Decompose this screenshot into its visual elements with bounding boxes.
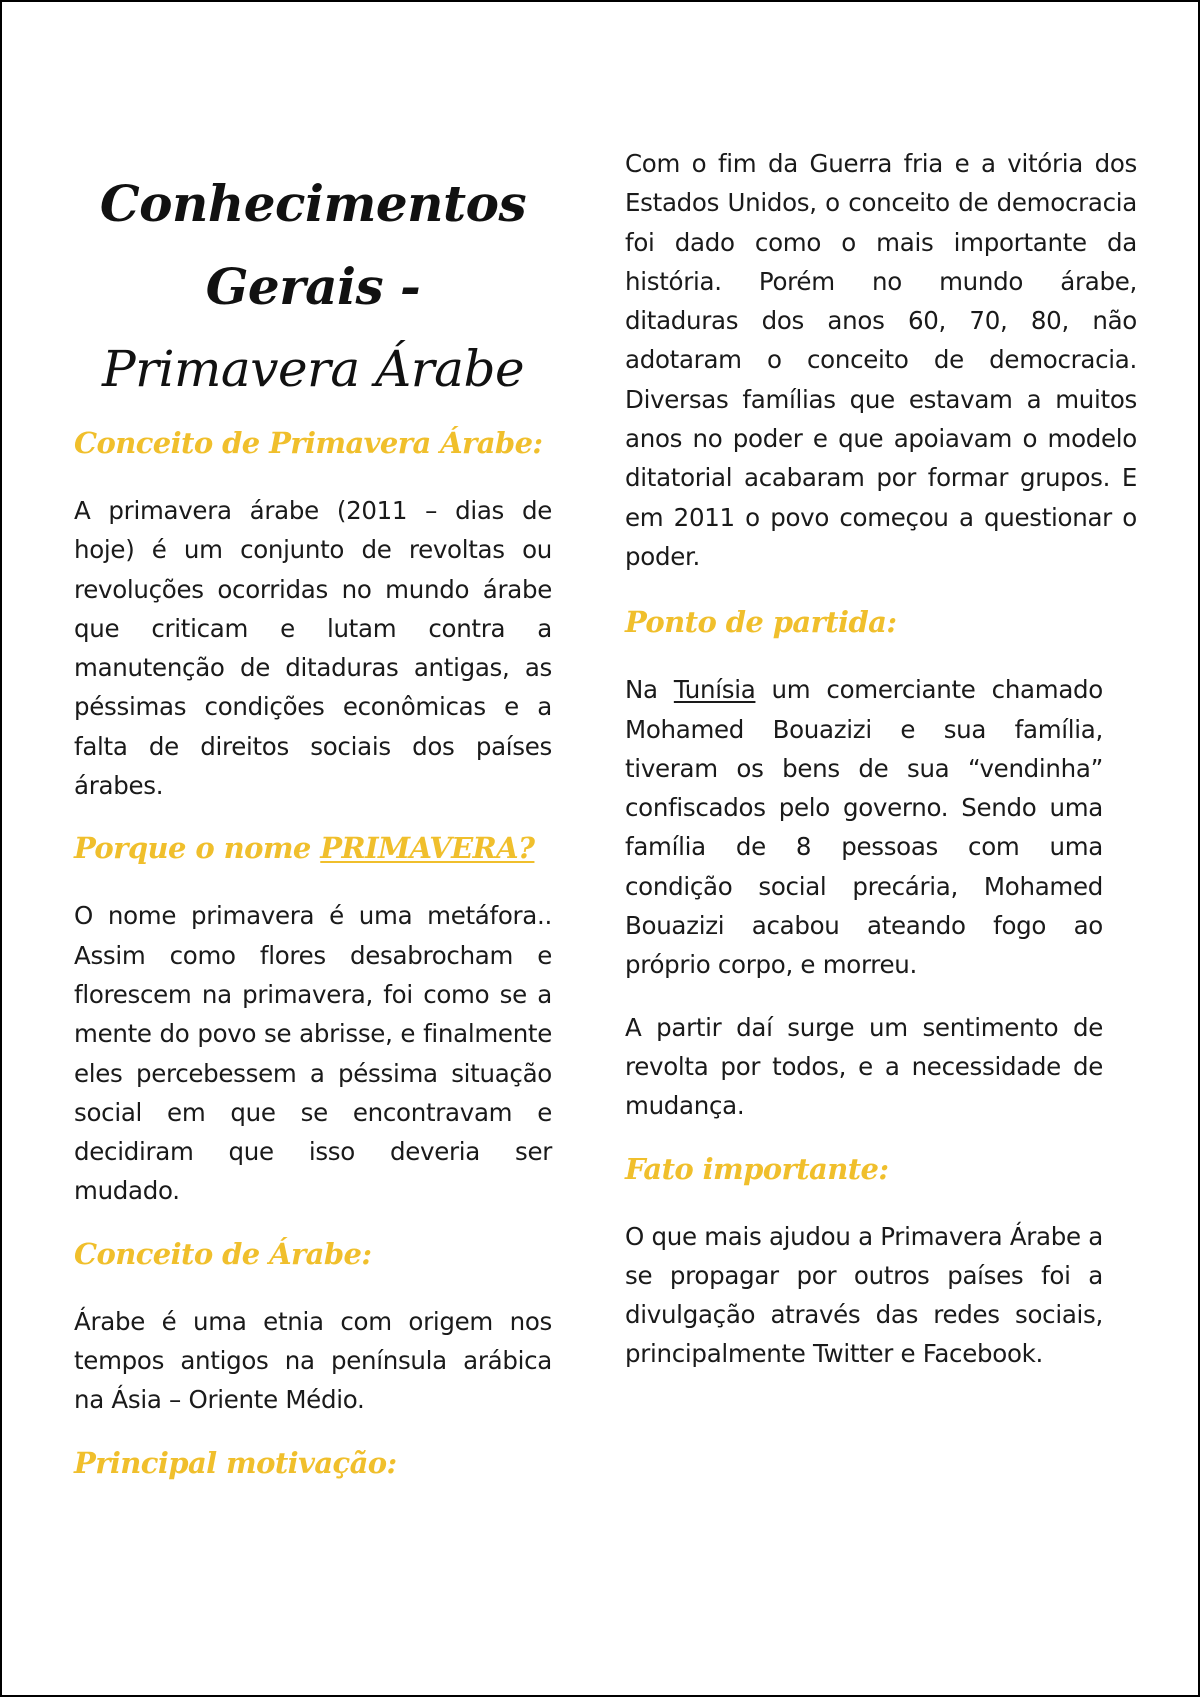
heading-porque-nome-emphasis: PRIMAVERA? xyxy=(320,831,535,866)
right-column xyxy=(625,144,1137,1397)
tunisia-link[interactable]: Tunísia xyxy=(673,675,756,705)
heading-fato-importante: Fato importante: xyxy=(625,1151,889,1186)
title-line-3: Primavera Árabe xyxy=(101,340,525,398)
para-ponto-partida-2: A partir daí surge um sentimento de revolta por todos, e a necessidade de mudança. xyxy=(625,1012,1103,1121)
title-line-1: Conhecimentos xyxy=(99,174,527,233)
page-title xyxy=(74,162,552,411)
para-ponto-partida xyxy=(625,670,1103,984)
heading-conceito-arabe: Conceito de Árabe: xyxy=(74,1236,372,1271)
heading-ponto-partida: Ponto de partida: xyxy=(625,605,897,640)
para-conceito-primavera: A primavera árabe (2011 – dias de hoje) é um conjunto de revoltas ou revoluções ocorridas no mundo árabe que criticam e lutam contra a manutenção de ditaduras antigas, as péssimas condições econômicas e a falta de direitos sociais dos países árabes. xyxy=(74,496,552,801)
ponto-partida-prefix: Na xyxy=(625,675,674,705)
para-conceito-arabe: Árabe é uma etnia com origem nos tempos antigos na península arábica na Ásia – Oriente Médio. xyxy=(74,1306,552,1415)
heading-porque-nome-prefix: Porque o nome xyxy=(74,831,321,866)
para-porque-nome: O nome primavera é uma metáfora.. Assim como flores desabrocham e florescem na primavera, foi como se a mente do povo se abrisse, e finalmente eles percebessem a péssima situação social em que se encontravam e decidiram que isso deveria ser mudado. xyxy=(74,901,552,1206)
heading-principal-motivacao: Principal motivação: xyxy=(74,1445,397,1480)
heading-conceito-primavera: Conceito de Primavera Árabe: xyxy=(74,426,543,460)
ponto-partida-rest: um comerciante chamado Mohamed Bouazizi e sua família, tiveram os bens de sua “vendinha” confiscados pelo governo. Sendo uma família de 8 pessoas com uma condição social precária, Mohamed Bouazizi acabou ateando fogo ao próprio corpo, e morreu. xyxy=(625,675,1103,980)
left-column xyxy=(74,162,552,1511)
para-fato-importante: O que mais ajudou a Primavera Árabe a se propagar por outros países foi a divulgação através das redes sociais, principalmente Twitter e Facebook. xyxy=(625,1221,1103,1369)
para-principal-motivacao: Com o fim da Guerra fria e a vitória dos Estados Unidos, o conceito de democracia foi dado como o mais importante da história. Porém no mundo árabe, ditaduras dos anos 60, 70, 80, não adotaram o conceito de democracia. Diversas famílias que estavam a muitos anos no poder e que apoiavam o modelo ditatorial acabaram por formar grupos. E em 2011 o povo começou a questionar o poder. xyxy=(625,149,1137,571)
heading-porque-nome xyxy=(74,828,552,868)
title-line-2: Gerais - xyxy=(205,257,421,316)
